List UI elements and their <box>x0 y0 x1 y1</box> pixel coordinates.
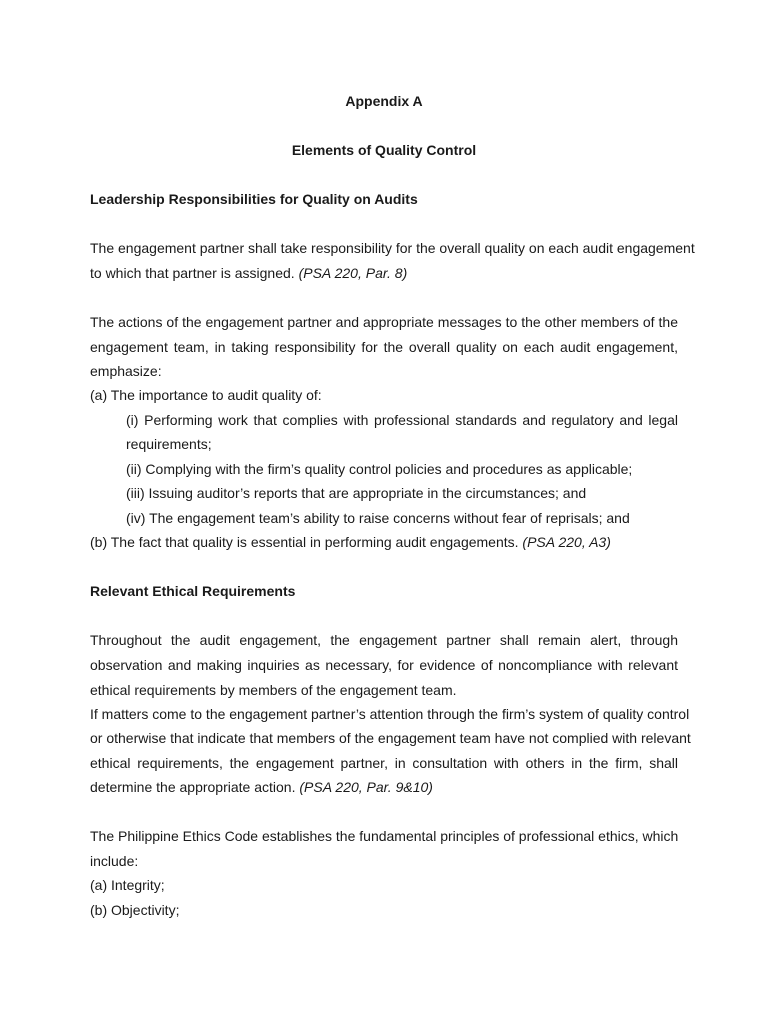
paragraph-line: observation and making inquiries as necessary, for evidence of noncompliance with relevant <box>90 657 678 673</box>
paragraph-line: The Philippine Ethics Code establishes the fundamental principles of professional ethics, which <box>90 828 679 844</box>
paragraph-line <box>90 264 678 282</box>
paragraph-line <box>90 778 678 796</box>
section-heading-ethical: Relevant Ethical Requirements <box>90 583 296 599</box>
list-item-b <box>90 533 678 551</box>
list-item-i-continued: requirements; <box>126 436 212 452</box>
list-item-iv: (iv) The engagement team’s ability to raise concerns without fear of reprisals; and <box>126 510 630 526</box>
paragraph-line: ethical requirements, the engagement partner, in consultation with others in the firm, shall <box>90 755 678 771</box>
paragraph-line: The engagement partner shall take responsibility for the overall quality on each audit engagement <box>90 240 695 256</box>
paragraph-text: determine the appropriate action. <box>90 779 300 795</box>
paragraph-line: emphasize: <box>90 363 162 379</box>
page-title: Appendix A <box>345 93 423 109</box>
list-item-ii: (ii) Complying with the firm’s quality control policies and procedures as applicable; <box>126 461 633 477</box>
citation: (PSA 220, Par. 8) <box>298 265 408 281</box>
citation: (PSA 220, Par. 9&10) <box>299 779 433 795</box>
paragraph-line: engagement team, in taking responsibility for the overall quality on each audit engagement, <box>90 339 678 355</box>
list-item-text: (b) The fact that quality is essential in performing audit engagements. <box>90 534 523 550</box>
paragraph-line: If matters come to the engagement partner’s attention through the firm’s system of quality control <box>90 706 690 722</box>
paragraph-line: Throughout the audit engagement, the engagement partner shall remain alert, through <box>90 632 678 648</box>
paragraph-line: The actions of the engagement partner and appropriate messages to the other members of the <box>90 314 678 330</box>
list-item-objectivity: (b) Objectivity; <box>90 902 180 918</box>
citation: (PSA 220, A3) <box>522 534 611 550</box>
paragraph-line: or otherwise that indicate that members of the engagement team have not complied with relevant <box>90 730 691 746</box>
section-heading-leadership: Leadership Responsibilities for Quality on Audits <box>90 191 418 207</box>
list-item-i: (i) Performing work that complies with professional standards and regulatory and legal <box>126 412 678 428</box>
paragraph-line: include: <box>90 853 139 869</box>
list-item-iii: (iii) Issuing auditor’s reports that are appropriate in the circumstances; and <box>126 485 587 501</box>
list-item-a: (a) The importance to audit quality of: <box>90 387 322 403</box>
page-subtitle: Elements of Quality Control <box>291 142 477 158</box>
paragraph-text: to which that partner is assigned. <box>90 265 299 281</box>
paragraph-line: ethical requirements by members of the engagement team. <box>90 682 457 698</box>
list-item-integrity: (a) Integrity; <box>90 877 165 893</box>
